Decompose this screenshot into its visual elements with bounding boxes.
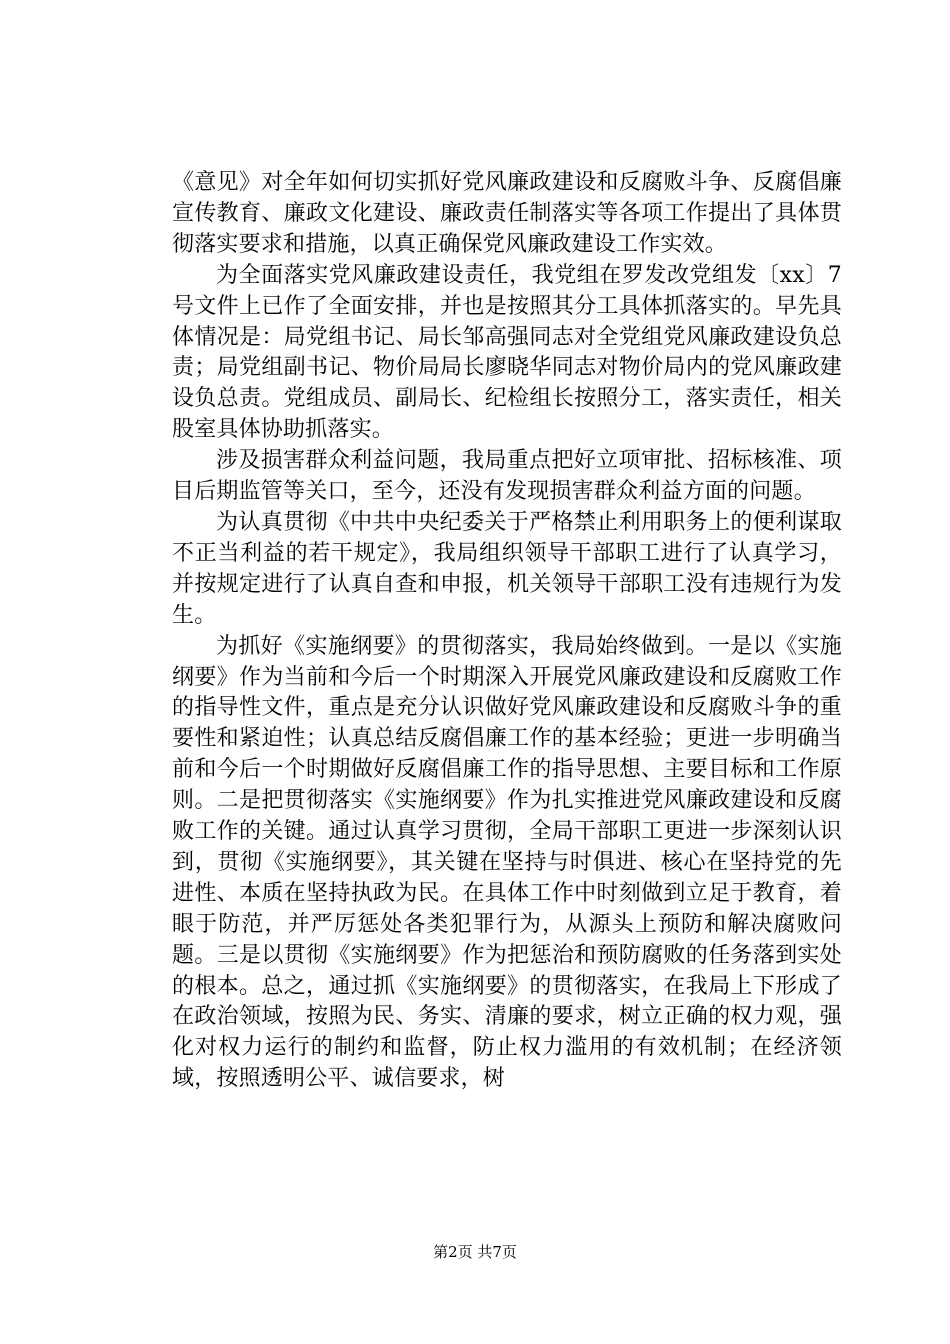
paragraph-4: 为认真贯彻《中共中央纪委关于严格禁止利用职务上的便利谋取不正当利益的若干规定》，我局组织领导干部职工进行了认真学习，并按规定进行了认真自查和申报，机关领导干部职工没有违规行为发生。 <box>172 509 842 628</box>
paragraph-2: 为全面落实党风廉政建设责任，我党组在罗发改党组发〔xx〕7号文件上已作了全面安排，并也是按照其分工具体抓落实的。早先具体情况是：局党组书记、局长邹高强同志对全党组党风廉政建设负总责；局党组副书记、物价局局长廖晓华同志对物价局内的党风廉政建设负总责。党组成员、副局长、纪检组长按照分工，落实责任，相关股室具体协助抓落实。 <box>172 262 842 443</box>
paragraph-3: 涉及损害群众利益问题，我局重点把好立项审批、招标核准、项目后期监管等关口，至今，还没有发现损害群众利益方面的问题。 <box>172 448 842 505</box>
paragraph-5: 为抓好《实施纲要》的贯彻落实，我局始终做到。一是以《实施纲要》作为当前和今后一个时期深入开展党风廉政建设和反腐败工作的指导性文件，重点是充分认识做好党风廉政建设和反腐败斗争的重要性和紧迫性；认真总结反腐倡廉工作的基本经验；更进一步明确当前和今后一个时期做好反腐倡廉工作的指导思想、主要目标和工作原则。二是把贯彻落实《实施纲要》作为扎实推进党风廉政建设和反腐败工作的关键。通过认真学习贯彻，全局干部职工更进一步深刻认识到，贯彻《实施纲要》，其关键在坚持与时俱进、核心在坚持党的先进性、本质在坚持执政为民。在具体工作中时刻做到立足于教育，着眼于防范，并严厉惩处各类犯罪行为，从源头上预防和解决腐败问题。三是以贯彻《实施纲要》作为把惩治和预防腐败的任务落到实处的根本。总之，通过抓《实施纲要》的贯彻落实，在我局上下形成了在政治领域，按照为民、务实、清廉的要求，树立正确的权力观，强化对权力运行的制约和监督，防止权力滥用的有效机制；在经济领域，按照透明公平、诚信要求，树 <box>172 633 842 1092</box>
paragraph-1: 《意见》对全年如何切实抓好党风廉政建设和反腐败斗争、反腐倡廉宣传教育、廉政文化建设、廉政责任制落实等各项工作提出了具体贯彻落实要求和措施，以真正确保党风廉政建设工作实效。 <box>172 170 842 257</box>
page-number-footer: 第2页 共7页 <box>433 1243 517 1261</box>
document-body <box>172 168 842 1095</box>
